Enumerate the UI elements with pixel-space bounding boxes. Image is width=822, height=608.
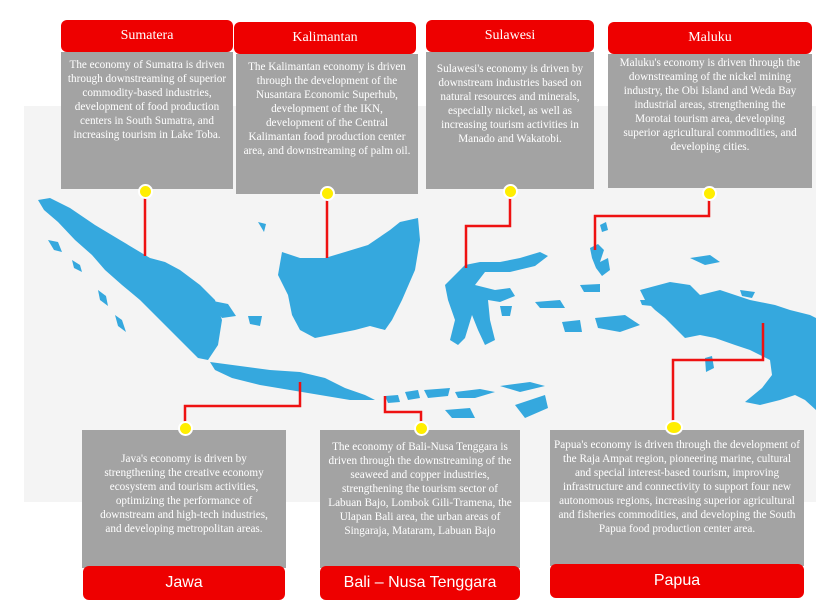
island-sumatera: [38, 198, 222, 360]
island-kalimantan: [278, 218, 420, 338]
region-title-kalimantan: Kalimantan: [234, 22, 416, 54]
connector-maluku: [595, 193, 709, 250]
marker-maluku: [702, 186, 717, 201]
island-sulawesi: [445, 252, 548, 345]
region-card-sumatera: The economy of Sumatra is driven through downstreaming of superior commodity-based industries, development of food production centers in South Sumatra, and increasing tourism in Lake Toba.: [61, 52, 233, 189]
marker-bali-nusa-tenggara: [414, 421, 429, 436]
region-title-sulawesi: Sulawesi: [426, 20, 594, 52]
marker-papua: [665, 420, 683, 435]
connector-jawa: [185, 382, 300, 428]
marker-kalimantan: [320, 186, 335, 201]
island-bali: [385, 395, 400, 403]
marker-sumatera: [138, 184, 153, 199]
region-card-sulawesi: Sulawesi's economy is driven by downstream industries based on natural resources and minerals, especially nickel, as well as increasing tourism activities in Manado and Wakatobi.: [426, 52, 594, 189]
region-title-papua: Papua: [550, 564, 804, 598]
land-masses: [38, 198, 816, 418]
region-title-jawa: Jawa: [83, 566, 285, 600]
region-card-papua: Papua's economy is driven through the development of the Raja Ampat region, pioneering marine, cultural and special interest-based tourism, improving infrastructure and connectivity to support four new autonomous regions, increasing superior agricultural and fisheries commodities, and developing the South Papua food production center area.: [550, 430, 804, 566]
region-title-maluku: Maluku: [608, 22, 812, 54]
connector-sulawesi: [466, 193, 510, 268]
region-title-sumatera: Sumatera: [61, 20, 233, 52]
region-card-maluku: Maluku's economy is driven through the downstreaming of the nickel mining industry, the Obi Island and Weda Bay industrial areas, strengthening the Morotai tourism area, developing superior agricultural commodities, and developing cities.: [608, 54, 812, 188]
island-halmahera: [590, 244, 610, 276]
island-jawa: [210, 362, 375, 400]
region-title-bali-nusa-tenggara: Bali – Nusa Tenggara: [320, 566, 520, 600]
island-papua: [640, 282, 816, 410]
marker-jawa: [178, 421, 193, 436]
region-card-bali-nusa-tenggara: The economy of Bali-Nusa Tenggara is driven through the downstreaming of the seaweed and copper industries, strengthening the tourism sector of Labuan Bajo, Lombok Gili-Tramena, the Ulapan Bali area, the urban areas of Singaraja, Mataram, Labuan Bajo: [320, 430, 520, 568]
marker-sulawesi: [503, 184, 518, 199]
region-card-jawa: Java's economy is driven by strengthening the creative economy ecosystem and tourism activities, optimizing the performance of downstream and high-tech industries, and developing metropolitan areas.: [82, 430, 286, 568]
region-card-kalimantan: The Kalimantan economy is driven through the development of the Nusantara Economic Superhub, development of the IKN, development of the Central Kalimantan food production center area, and downstreaming of palm oil.: [236, 54, 418, 194]
